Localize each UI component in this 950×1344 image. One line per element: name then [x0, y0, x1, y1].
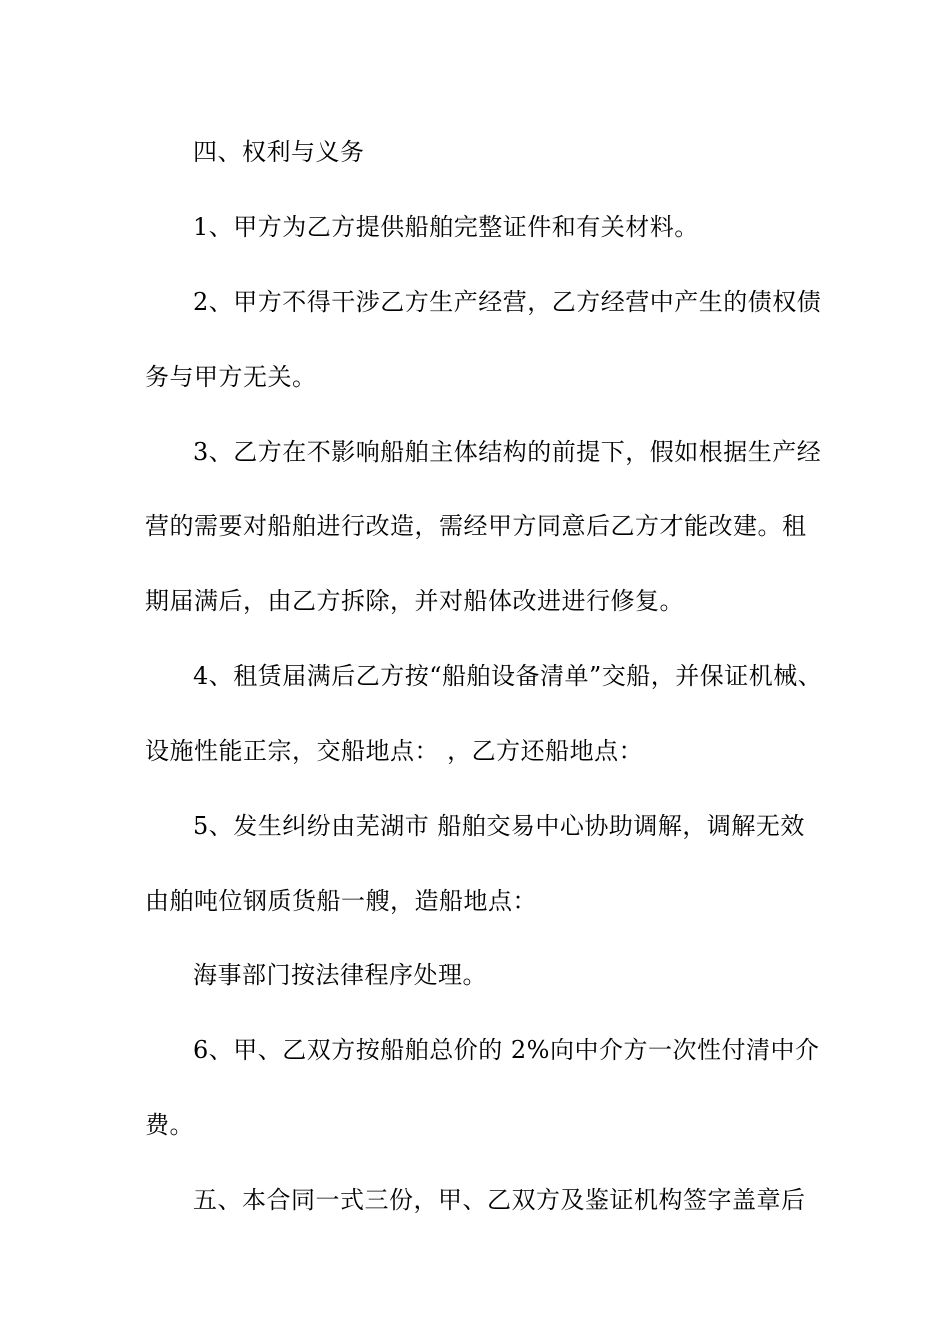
paragraph-line: 费。 — [145, 1111, 194, 1139]
section-heading-rights-obligations: 四、权利与义务 — [193, 138, 365, 166]
paragraph-line: 设施性能正宗，交船地点： ，乙方还船地点： — [145, 737, 644, 765]
section-heading-copies: 五、本合同一式三份，甲、乙双方及鉴证机构签字盖章后 — [193, 1186, 806, 1214]
paragraph-line: 1、甲方为乙方提供船舶完整证件和有关材料。 — [193, 213, 699, 241]
paragraph-line: 5、发生纠纷由芜湖市 船舶交易中心协助调解，调解无效 — [193, 812, 805, 840]
paragraph-line: 2、甲方不得干涉乙方生产经营，乙方经营中产生的债权债 — [193, 288, 822, 316]
paragraph-line: 由舶吨位钢质货船一艘，造船地点： — [145, 887, 537, 915]
paragraph-line: 务与甲方无关。 — [145, 363, 317, 391]
paragraph-line: 海事部门按法律程序处理。 — [193, 961, 487, 989]
paragraph-line: 期届满后，由乙方拆除，并对船体改进进行修复。 — [145, 587, 684, 615]
paragraph-line: 4、租赁届满后乙方按“船舶设备清单”交船，并保证机械、 — [193, 662, 823, 690]
paragraph-line: 3、乙方在不影响船舶主体结构的前提下，假如根据生产经 — [193, 438, 822, 466]
paragraph-line: 6、甲、乙双方按船舶总价的 2%向中介方一次性付清中介 — [193, 1036, 820, 1064]
paragraph-line: 营的需要对船舶进行改造，需经甲方同意后乙方才能改建。租 — [145, 512, 807, 540]
